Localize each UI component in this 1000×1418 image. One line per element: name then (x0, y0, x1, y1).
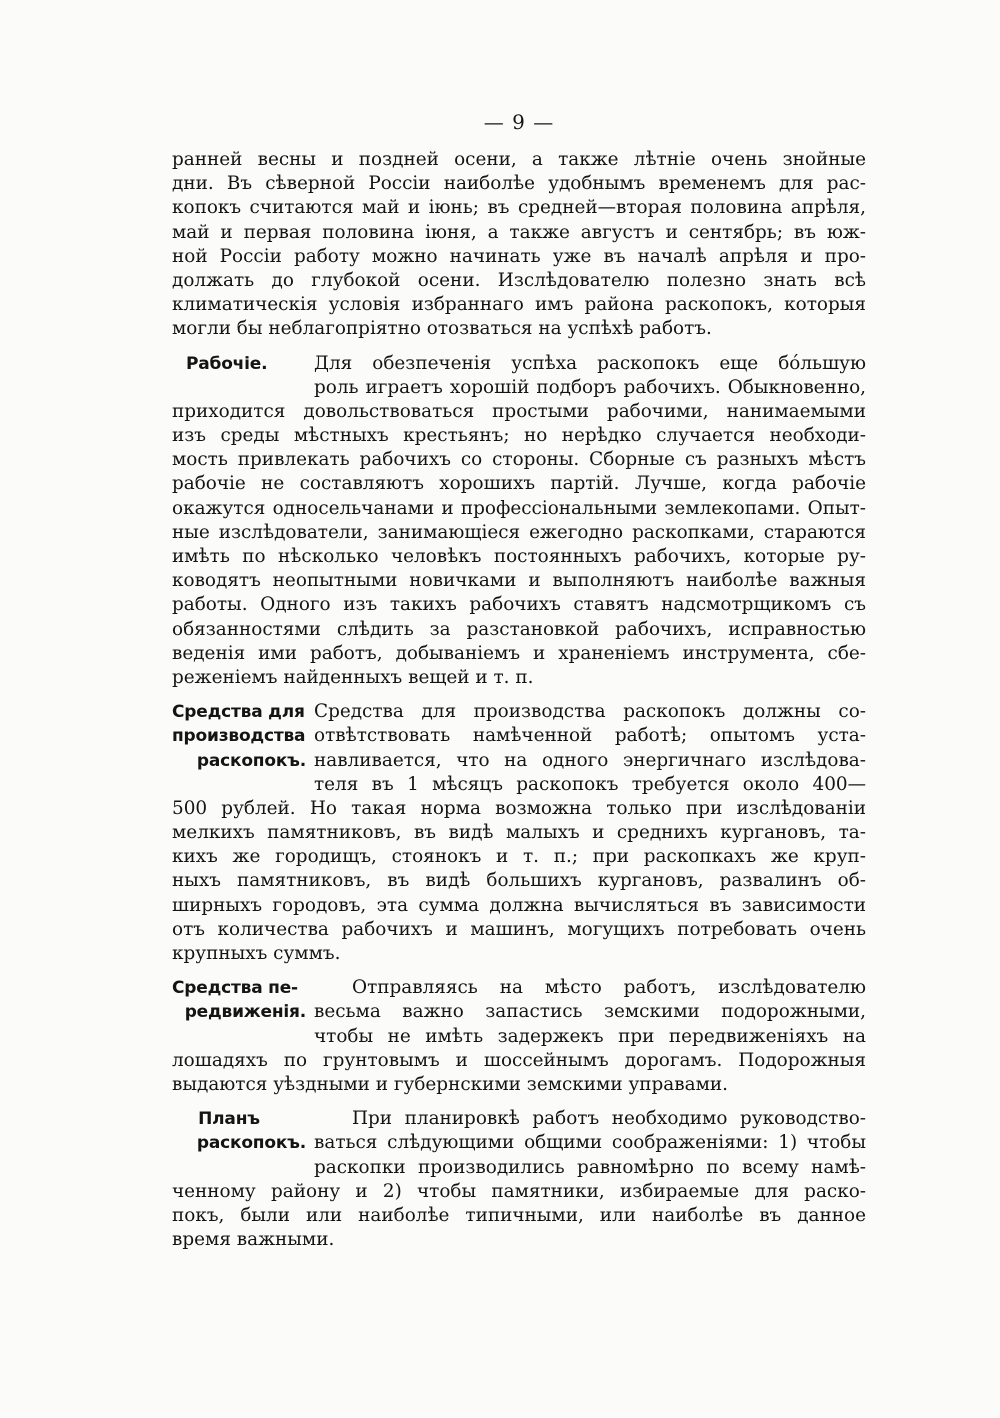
text-line: ширныхъ городовъ, эта сумма должна вычисляться въ зависимости (172, 894, 866, 916)
text-line: реженіемъ найденныхъ вещей и т. п. (172, 666, 534, 688)
side-heading (172, 1107, 314, 1180)
side-heading-line: редвиженія. (184, 1002, 306, 1023)
text-line: ководятъ неопытными новичками и выполняютъ наиболѣе важныя (172, 570, 866, 592)
section-workers (172, 352, 866, 691)
text-line: имѣть по нѣсколько человѣкъ постоянныхъ рабочихъ, которые ру- (172, 546, 866, 567)
text-line: изъ среды мѣстныхъ крестьянъ; но нерѣдко случается необходи- (172, 425, 866, 447)
text-line: Для обезпеченія успѣха раскопокъ еще бóльшую (314, 352, 866, 374)
side-heading-line: Планъ (198, 1109, 260, 1130)
text-line: навливается, что на одного энергичнаго изслѣдова- (314, 749, 866, 771)
text-line: обязанностями слѣдить за разстановкой рабочихъ, исправностью (172, 618, 866, 640)
side-heading (172, 352, 314, 400)
side-heading (172, 700, 314, 797)
text-line: время важными. (172, 1229, 335, 1251)
text-line: окажутся односельчанами и профессіональными землекопами. Опыт- (172, 497, 866, 519)
side-heading-line: производства (172, 726, 306, 747)
text-line: крупныхъ суммъ. (172, 943, 341, 964)
text-line: ченному району и 2) чтобы памятники, избираемые для раско- (172, 1180, 866, 1202)
text-line: ваться слѣдующими общими соображеніями: 1) чтобы (314, 1132, 866, 1154)
text-line: ные изслѣдователи, занимающіеся ежегодно раскопками, стараются (172, 521, 866, 543)
text-line: май и первая половина іюня, а также августъ и сентябрь; въ юж- (172, 221, 866, 243)
side-heading-line: Средства пе- (172, 978, 298, 999)
side-heading-line: Средства для (172, 702, 305, 723)
page-content (172, 108, 866, 1262)
text-line: веденія ими работъ, добываніемъ и храненіемъ инструмента, сбе- (172, 642, 866, 664)
text-line: должать до глубокой осени. Изслѣдователю полезно знать всѣ (172, 269, 866, 291)
text-line: ранней весны и поздней осени, а также лѣтніе очень знойные (172, 149, 866, 170)
section-funding (172, 700, 866, 966)
text-line: климатическія условія избраннаго имъ района раскопокъ, которыя (172, 294, 866, 316)
side-heading-line: раскопокъ. (196, 1133, 306, 1154)
text-line: весьма важно запастись земскими подорожными, (314, 1001, 866, 1023)
text-line: чтобы не имѣть задержекъ при передвиженіяхъ на (314, 1025, 866, 1047)
side-heading-line: Рабочіе. (186, 353, 268, 374)
text-line: раскопки производились равномѣрно по всему намѣ- (314, 1156, 866, 1178)
text-line: копокъ считаются май и іюнь; въ средней—вторая половина апрѣля, (172, 197, 866, 219)
page-number: — 9 — (483, 110, 555, 134)
text-line: лошадяхъ по грунтовымъ и шоссейнымъ дорогамъ. Подорожныя (172, 1049, 866, 1071)
text-line: работы. Одного изъ такихъ рабочихъ ставятъ надсмотрщикомъ съ (172, 594, 866, 616)
section-plan (172, 1107, 866, 1252)
text-line: дни. Въ сѣверной Россіи наиболѣе удобнымъ временемъ для рас- (172, 173, 866, 195)
text-line: отъ количества рабочихъ и машинъ, могущихъ потребовать очень (172, 918, 866, 940)
text-line: могли бы неблагопріятно отозваться на успѣхѣ работъ. (172, 318, 712, 340)
text-line: ныхъ памятниковъ, въ видѣ большихъ кургановъ, развалинъ об- (172, 870, 866, 892)
text-line: мость привлекать рабочихъ со стороны. Сборные съ разныхъ мѣстъ (172, 449, 866, 471)
text-line: роль играетъ хорошій подборъ рабочихъ. Обыкновенно, (314, 376, 866, 398)
section-travel (172, 976, 866, 1097)
text-line: Средства для производства раскопокъ должны со- (314, 701, 866, 723)
text-line: рабочіе не составляютъ хорошихъ партій. Лучше, когда рабочіе (172, 473, 866, 495)
text-line: 500 рублей. Но такая норма возможна только при изслѣдованіи (172, 797, 866, 819)
text-line: ной Россіи работу можно начинать уже въ началѣ апрѣля и про- (172, 245, 866, 267)
text-line: кихъ же городищъ, стоянокъ и т. п.; при раскопкахъ же круп- (172, 846, 866, 868)
text-line: теля въ 1 мѣсяцъ раскопокъ требуется около 400— (314, 773, 866, 795)
intro-paragraph (172, 148, 866, 342)
side-heading (172, 976, 314, 1049)
text-line: При планировкѣ работъ необходимо руководство- (352, 1108, 866, 1130)
text-line: Отправляясь на мѣсто работъ, изслѣдователю (352, 977, 866, 999)
text-line: отвѣтствовать намѣченной работѣ; опытомъ уста- (314, 725, 866, 747)
text-line: мелкихъ памятниковъ, въ видѣ малыхъ и среднихъ кургановъ, та- (172, 822, 866, 844)
side-heading-line: раскопокъ. (196, 750, 306, 771)
text-line: выдаются уѣздными и губернскими земскими управами. (172, 1073, 729, 1095)
text-line: покъ, были или наиболѣе типичными, или наиболѣе въ данное (172, 1204, 866, 1226)
text-line: приходится довольствоваться простыми рабочими, нанимаемыми (172, 400, 866, 422)
